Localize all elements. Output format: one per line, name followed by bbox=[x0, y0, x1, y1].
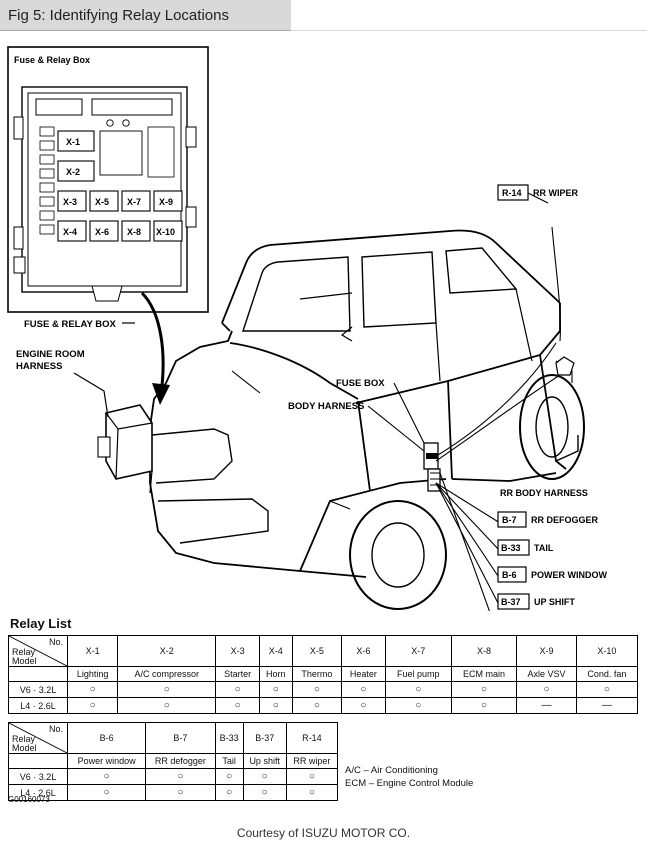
callout-fuse-box: FUSE BOX bbox=[336, 378, 385, 389]
fuse-cell-x5: X-5 bbox=[95, 197, 110, 207]
relay-table-b-series bbox=[8, 722, 338, 801]
cell-value: — bbox=[576, 698, 637, 714]
table-row bbox=[9, 667, 638, 682]
col-name: Fuel pump bbox=[385, 667, 451, 682]
fuse-relay-box-caption: Fuse & Relay Box bbox=[14, 55, 91, 65]
col-name: RR defogger bbox=[146, 754, 215, 769]
relay-location-illustration bbox=[0, 31, 647, 611]
col-code: R-14 bbox=[286, 723, 337, 754]
table-row bbox=[9, 769, 338, 785]
row-spacer bbox=[9, 667, 68, 682]
corner-no-label: No. bbox=[48, 637, 63, 647]
callout-engine-room-harness-l2: HARNESS bbox=[16, 361, 63, 372]
cell-value: ○ bbox=[146, 769, 215, 785]
col-code: B-37 bbox=[243, 723, 286, 754]
row-spacer bbox=[9, 754, 68, 769]
cell-value: ○ bbox=[286, 785, 337, 801]
cell-value: ○ bbox=[342, 698, 386, 714]
col-name: Horn bbox=[259, 667, 292, 682]
fuse-cell-x6: X-6 bbox=[95, 227, 110, 237]
cell-value: ○ bbox=[68, 769, 146, 785]
col-name: Thermo bbox=[292, 667, 341, 682]
fuse-cell-x3: X-3 bbox=[63, 197, 78, 207]
courtesy-note: Courtesy of ISUZU MOTOR CO. bbox=[236, 826, 411, 840]
fuse-cell-x8: X-8 bbox=[127, 227, 142, 237]
cell-value: ○ bbox=[146, 785, 215, 801]
cell-value: ○ bbox=[292, 698, 341, 714]
cell-value: ○ bbox=[68, 785, 146, 801]
figure-header-bar bbox=[0, 0, 291, 31]
col-code: X-6 bbox=[342, 636, 386, 667]
callout-fuse-relay-box: FUSE & RELAY BOX bbox=[24, 319, 116, 330]
cell-value: ○ bbox=[243, 769, 286, 785]
fuse-cell-x10: X-10 bbox=[156, 227, 176, 237]
corner-model-label: Model bbox=[12, 656, 37, 666]
fuse-cell-x2: X-2 bbox=[66, 167, 81, 177]
col-code: X-8 bbox=[451, 636, 516, 667]
figure-code: G00160073 bbox=[8, 795, 50, 804]
relay-table-x-series bbox=[8, 635, 638, 714]
cell-value: ○ bbox=[385, 698, 451, 714]
note-ac: A/C – Air Conditioning bbox=[345, 765, 438, 776]
col-code: B-7 bbox=[146, 723, 215, 754]
table-row bbox=[9, 636, 638, 667]
cell-value: ○ bbox=[118, 682, 216, 698]
col-code: X-1 bbox=[68, 636, 118, 667]
cell-value: ○ bbox=[576, 682, 637, 698]
fuse-cell-x9: X-9 bbox=[159, 197, 174, 207]
cell-value: ○ bbox=[292, 682, 341, 698]
col-name: Tail bbox=[215, 754, 243, 769]
tag-text-rr-wiper: RR WIPER bbox=[533, 188, 578, 198]
cell-value: ○ bbox=[118, 698, 216, 714]
cell-value: ○ bbox=[259, 682, 292, 698]
tag-text-power-window: POWER WINDOW bbox=[531, 570, 607, 580]
relay-list-section bbox=[8, 616, 640, 801]
fuse-cell-x1: X-1 bbox=[66, 137, 81, 147]
cell-value: ○ bbox=[68, 698, 118, 714]
row-model: L4 · 2.6L bbox=[9, 698, 68, 714]
cell-value: ○ bbox=[68, 682, 118, 698]
col-name: RR wiper bbox=[286, 754, 337, 769]
cell-value: ○ bbox=[259, 698, 292, 714]
col-name: ECM main bbox=[451, 667, 516, 682]
col-code: X-3 bbox=[216, 636, 260, 667]
cell-value: ○ bbox=[451, 682, 516, 698]
col-name: A/C compressor bbox=[118, 667, 216, 682]
fuse-relay-box-panel bbox=[8, 47, 208, 312]
col-name: Power window bbox=[68, 754, 146, 769]
col-code: B-6 bbox=[68, 723, 146, 754]
col-name: Starter bbox=[216, 667, 260, 682]
corner-model-label-2: Model bbox=[12, 743, 37, 753]
row-model: V6 · 3.2L bbox=[9, 682, 68, 698]
col-code: X-4 bbox=[259, 636, 292, 667]
cell-value: ○ bbox=[342, 682, 386, 698]
cell-value: ○ bbox=[517, 682, 577, 698]
tag-code-r14: R-14 bbox=[502, 188, 522, 198]
table-row bbox=[9, 698, 638, 714]
cell-value: ○ bbox=[451, 698, 516, 714]
cell-value: ○ bbox=[216, 698, 260, 714]
corner-relay-label: Relay bbox=[12, 647, 36, 657]
col-name: Lighting bbox=[68, 667, 118, 682]
tag-text-tail: TAIL bbox=[534, 543, 554, 553]
callout-body-harness: BODY HARNESS bbox=[288, 401, 365, 412]
cell-value: ○ bbox=[216, 682, 260, 698]
col-name: Axle VSV bbox=[517, 667, 577, 682]
header-filler bbox=[291, 0, 647, 31]
fuse-cell-x4: X-4 bbox=[63, 227, 78, 237]
table-row bbox=[9, 785, 338, 801]
note-ecm: ECM – Engine Control Module bbox=[345, 778, 474, 789]
cell-value: — bbox=[517, 698, 577, 714]
engine-room-fuse-box-marker bbox=[98, 405, 152, 479]
table-row bbox=[9, 682, 638, 698]
relay-list-title: Relay List bbox=[10, 616, 72, 631]
middle-callouts bbox=[288, 378, 424, 451]
col-code: B-33 bbox=[215, 723, 243, 754]
callout-rr-body-harness: RR BODY HARNESS bbox=[500, 488, 588, 498]
tag-code-b6: B-6 bbox=[502, 570, 517, 580]
col-code: X-10 bbox=[576, 636, 637, 667]
cell-value: ○ bbox=[215, 769, 243, 785]
corner-no-label-2: No. bbox=[48, 724, 63, 734]
tag-code-b37: B-37 bbox=[501, 597, 521, 607]
cell-value: ○ bbox=[215, 785, 243, 801]
tag-text-up-shift: UP SHIFT bbox=[534, 597, 575, 607]
col-code: X-9 bbox=[517, 636, 577, 667]
callout-engine-room-harness-l1: ENGINE ROOM bbox=[16, 349, 85, 360]
col-name: Cond. fan bbox=[576, 667, 637, 682]
cell-value: ○ bbox=[385, 682, 451, 698]
table-corner-header bbox=[9, 636, 68, 667]
left-callouts bbox=[16, 319, 135, 417]
tag-text-rr-defogger: RR DEFOGGER bbox=[531, 515, 599, 525]
page-title: Fig 5: Identifying Relay Locations bbox=[8, 6, 229, 24]
abbreviation-notes bbox=[345, 764, 473, 790]
col-code: X-2 bbox=[118, 636, 216, 667]
table-corner-header-2 bbox=[9, 723, 68, 754]
col-name: Up shift bbox=[243, 754, 286, 769]
col-code: X-7 bbox=[385, 636, 451, 667]
col-name: Heater bbox=[342, 667, 386, 682]
row-model: V6 · 3.2L bbox=[9, 769, 68, 785]
table-row bbox=[9, 723, 338, 754]
row-model: L4 · 2.6L bbox=[9, 785, 68, 801]
fuse-cell-x7: X-7 bbox=[127, 197, 142, 207]
corner-relay-label-2: Relay bbox=[12, 734, 36, 744]
cell-value: ○ bbox=[243, 785, 286, 801]
col-code: X-5 bbox=[292, 636, 341, 667]
tag-code-b7: B-7 bbox=[502, 515, 517, 525]
cell-value: ○ bbox=[286, 769, 337, 785]
table-row bbox=[9, 754, 338, 769]
tag-code-b33: B-33 bbox=[501, 543, 521, 553]
